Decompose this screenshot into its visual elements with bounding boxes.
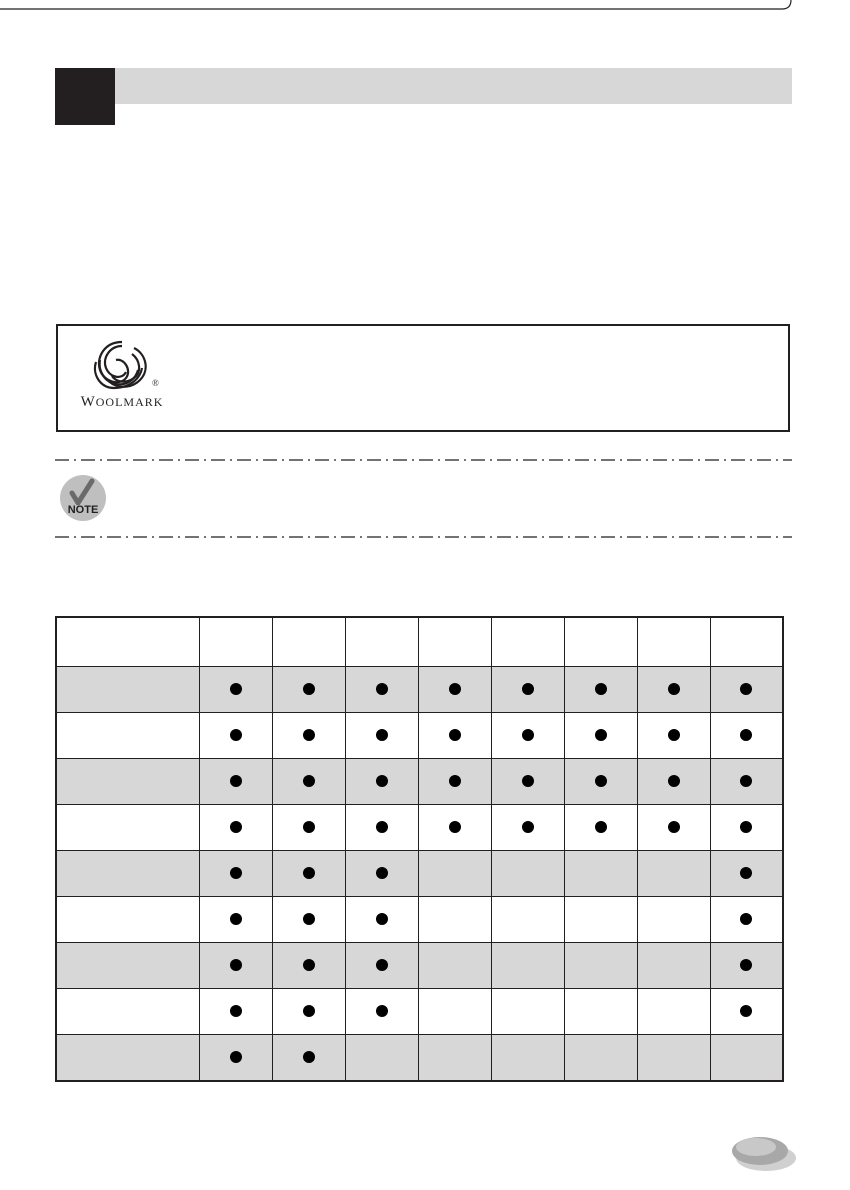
compatible-dot-icon — [376, 867, 388, 879]
row-label-cell — [56, 943, 199, 989]
option-cell — [345, 1035, 418, 1082]
table-row — [56, 943, 783, 989]
option-cell — [564, 989, 637, 1035]
option-cell — [637, 943, 710, 989]
option-cell — [637, 897, 710, 943]
option-cell — [272, 805, 345, 851]
option-cell — [564, 943, 637, 989]
compatible-dot-icon — [668, 729, 680, 741]
compatible-dot-icon — [522, 775, 534, 787]
compatible-dot-icon — [376, 959, 388, 971]
option-cell — [710, 805, 783, 851]
woolmark-wordmark-rest: OOLMARK — [95, 395, 164, 409]
table-body — [56, 667, 783, 1082]
compatible-dot-icon — [376, 913, 388, 925]
compatible-dot-icon — [303, 867, 315, 879]
compatible-dot-icon — [376, 683, 388, 695]
header-corner-cell — [56, 617, 199, 667]
header-cell — [418, 617, 491, 667]
option-cell — [710, 759, 783, 805]
woolmark-wordmark — [74, 394, 170, 411]
row-label-cell — [56, 989, 199, 1035]
compatible-dot-icon — [376, 821, 388, 833]
option-cell — [418, 1035, 491, 1082]
option-cell — [637, 805, 710, 851]
option-cell — [272, 759, 345, 805]
compatible-dot-icon — [449, 683, 461, 695]
option-cell — [199, 897, 272, 943]
option-cell — [710, 713, 783, 759]
option-cell — [564, 667, 637, 713]
compatible-dot-icon — [449, 729, 461, 741]
compatible-dot-icon — [522, 821, 534, 833]
option-cell — [637, 1035, 710, 1082]
compatible-dot-icon — [740, 683, 752, 695]
option-cell — [491, 943, 564, 989]
binding-margin-line — [0, 0, 850, 40]
option-cell — [272, 943, 345, 989]
header-cell — [272, 617, 345, 667]
option-cell — [491, 713, 564, 759]
woolmark-wordmark-initial: W — [80, 394, 96, 410]
option-cell — [272, 667, 345, 713]
compatible-dot-icon — [303, 729, 315, 741]
option-cell — [199, 943, 272, 989]
table-row — [56, 759, 783, 805]
option-cell — [418, 713, 491, 759]
compatible-dot-icon — [230, 683, 242, 695]
woolmark-box — [56, 324, 790, 432]
compatible-dot-icon — [303, 1051, 315, 1063]
compatible-dot-icon — [522, 683, 534, 695]
option-cell — [199, 1035, 272, 1082]
option-cell — [345, 989, 418, 1035]
section-header-block — [55, 68, 115, 125]
header-cell — [345, 617, 418, 667]
compatible-dot-icon — [230, 1005, 242, 1017]
header-cell — [491, 617, 564, 667]
option-cell — [637, 851, 710, 897]
compatible-dot-icon — [230, 913, 242, 925]
option-cell — [418, 759, 491, 805]
table-row — [56, 805, 783, 851]
option-cell — [564, 851, 637, 897]
option-cell — [491, 1035, 564, 1082]
compatible-dot-icon — [449, 821, 461, 833]
row-label-cell — [56, 759, 199, 805]
option-cell — [418, 805, 491, 851]
program-option-grid — [55, 616, 784, 1082]
header-cell — [199, 617, 272, 667]
option-cell — [199, 713, 272, 759]
compatible-dot-icon — [740, 729, 752, 741]
compatible-dot-icon — [230, 867, 242, 879]
option-cell — [345, 713, 418, 759]
option-cell — [199, 805, 272, 851]
compatible-dot-icon — [668, 775, 680, 787]
note-icon — [58, 473, 108, 523]
compatible-dot-icon — [303, 821, 315, 833]
note-top-divider — [55, 459, 792, 461]
compatible-dot-icon — [303, 959, 315, 971]
compatible-dot-icon — [740, 775, 752, 787]
option-cell — [199, 667, 272, 713]
table-row — [56, 851, 783, 897]
row-label-cell — [56, 667, 199, 713]
note-label: NOTE — [67, 504, 99, 516]
option-cell — [418, 851, 491, 897]
row-label-cell — [56, 851, 199, 897]
option-cell — [491, 805, 564, 851]
option-cell — [418, 667, 491, 713]
option-cell — [710, 1035, 783, 1082]
option-cell — [272, 851, 345, 897]
compatible-dot-icon — [740, 821, 752, 833]
row-label-cell — [56, 897, 199, 943]
option-cell — [272, 713, 345, 759]
compatible-dot-icon — [376, 1005, 388, 1017]
compatible-dot-icon — [230, 729, 242, 741]
option-cell — [710, 989, 783, 1035]
option-cell — [199, 759, 272, 805]
compatible-dot-icon — [668, 821, 680, 833]
option-cell — [345, 805, 418, 851]
woolmark-symbol-icon — [74, 338, 170, 394]
option-cell — [491, 897, 564, 943]
option-cell — [272, 989, 345, 1035]
option-cell — [710, 943, 783, 989]
option-cell — [199, 851, 272, 897]
option-cell — [564, 897, 637, 943]
section-header-bar — [55, 68, 792, 104]
option-cell — [418, 943, 491, 989]
table-row — [56, 1035, 783, 1082]
option-cell — [564, 759, 637, 805]
note-bottom-divider — [55, 536, 792, 538]
option-cell — [418, 897, 491, 943]
table-row — [56, 989, 783, 1035]
compatible-dot-icon — [230, 959, 242, 971]
compatible-dot-icon — [595, 683, 607, 695]
table-row — [56, 713, 783, 759]
option-cell — [491, 989, 564, 1035]
compatible-dot-icon — [522, 729, 534, 741]
option-cell — [418, 989, 491, 1035]
compatible-dot-icon — [376, 729, 388, 741]
option-cell — [345, 943, 418, 989]
woolmark-registered-mark: ® — [152, 378, 159, 388]
option-cell — [345, 851, 418, 897]
compatible-dot-icon — [740, 913, 752, 925]
option-cell — [564, 805, 637, 851]
table-header-row — [56, 617, 783, 667]
option-cell — [491, 851, 564, 897]
option-cell — [637, 989, 710, 1035]
page-number-badge — [730, 1133, 796, 1173]
table-row — [56, 897, 783, 943]
compatible-dot-icon — [740, 1005, 752, 1017]
row-label-cell — [56, 713, 199, 759]
compatible-dot-icon — [230, 775, 242, 787]
compatible-dot-icon — [668, 683, 680, 695]
option-cell — [710, 667, 783, 713]
option-cell — [345, 667, 418, 713]
compatible-dot-icon — [595, 821, 607, 833]
row-label-cell — [56, 1035, 199, 1082]
option-cell — [272, 897, 345, 943]
option-cell — [637, 667, 710, 713]
header-cell — [564, 617, 637, 667]
option-cell — [272, 1035, 345, 1082]
option-cell — [564, 713, 637, 759]
program-option-table — [55, 616, 784, 1082]
row-label-cell — [56, 805, 199, 851]
woolmark-logo — [74, 338, 170, 418]
compatible-dot-icon — [303, 775, 315, 787]
table-row — [56, 667, 783, 713]
option-cell — [199, 989, 272, 1035]
option-cell — [710, 851, 783, 897]
compatible-dot-icon — [595, 775, 607, 787]
option-cell — [637, 759, 710, 805]
compatible-dot-icon — [376, 775, 388, 787]
option-cell — [637, 713, 710, 759]
option-cell — [491, 667, 564, 713]
header-cell — [710, 617, 783, 667]
header-cell — [637, 617, 710, 667]
compatible-dot-icon — [303, 913, 315, 925]
option-cell — [491, 759, 564, 805]
compatible-dot-icon — [449, 775, 461, 787]
compatible-dot-icon — [740, 867, 752, 879]
compatible-dot-icon — [303, 1005, 315, 1017]
compatible-dot-icon — [740, 959, 752, 971]
option-cell — [345, 759, 418, 805]
option-cell — [564, 1035, 637, 1082]
option-cell — [710, 897, 783, 943]
compatible-dot-icon — [303, 683, 315, 695]
option-cell — [345, 897, 418, 943]
compatible-dot-icon — [595, 729, 607, 741]
compatible-dot-icon — [230, 821, 242, 833]
compatible-dot-icon — [230, 1051, 242, 1063]
